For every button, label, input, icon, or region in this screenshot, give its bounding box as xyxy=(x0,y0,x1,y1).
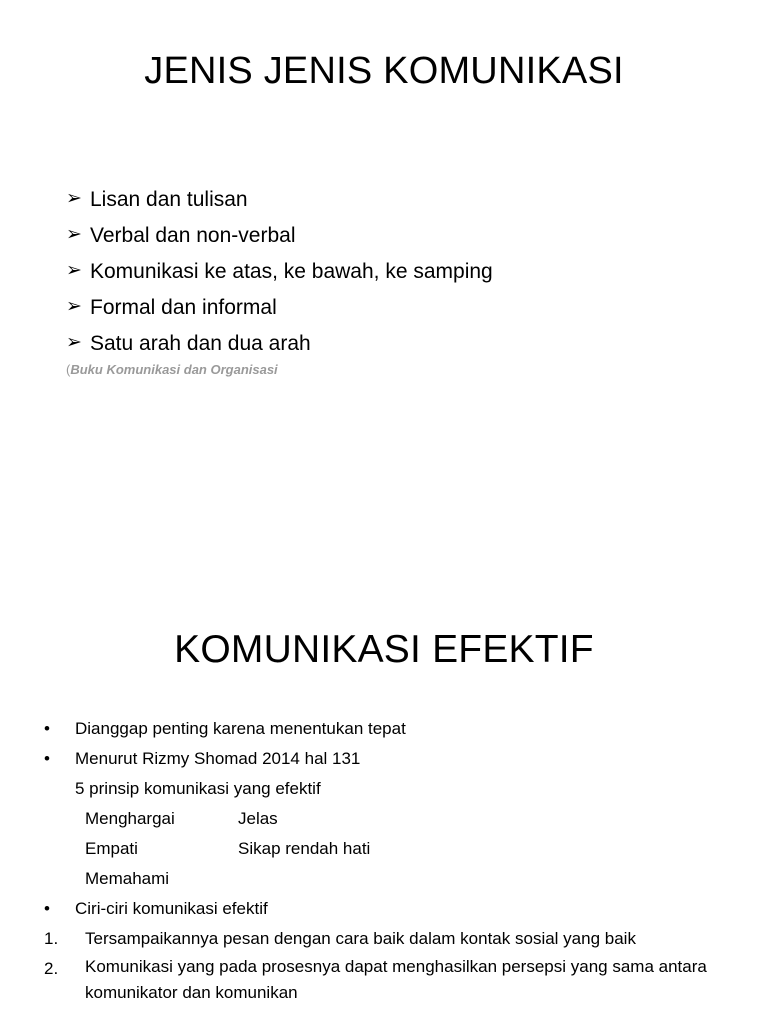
numbered-text: Komunikasi yang pada prosesnya dapat menghasilkan persepsi yang sama antara komunikator dan komunikan xyxy=(85,957,707,1002)
arrowhead-bullet-icon: ➢ xyxy=(66,332,82,353)
principle-item: Menghargai xyxy=(85,809,175,828)
arrowhead-bullet-icon: ➢ xyxy=(66,224,82,245)
types-list xyxy=(66,186,493,366)
list-item-text: Satu arah dan dua arah xyxy=(90,332,311,355)
source-note xyxy=(66,362,278,377)
principles-row xyxy=(0,864,768,894)
principle-item: Sikap rendah hati xyxy=(238,839,371,858)
bullet-text: Menurut Rizmy Shomad 2014 hal 131 xyxy=(75,749,361,768)
arrowhead-bullet-icon: ➢ xyxy=(66,188,82,209)
list-item-text: Lisan dan tulisan xyxy=(90,188,248,211)
bullet-row xyxy=(0,894,768,924)
bullet-row xyxy=(0,744,768,774)
list-item xyxy=(66,294,493,330)
list-item xyxy=(66,330,493,366)
list-item-text: Komunikasi ke atas, ke bawah, ke samping xyxy=(90,260,493,283)
list-number: 2. xyxy=(44,959,59,978)
slide-title: KOMUNIKASI EFEKTIF xyxy=(174,628,594,671)
slide-body xyxy=(0,714,768,1010)
principle-item: Memahami xyxy=(85,869,170,888)
principles-heading-row xyxy=(0,774,768,804)
bullet-text: Dianggap penting karena menentukan tepat xyxy=(75,719,406,738)
source-paren: ( xyxy=(66,362,71,377)
list-item-text: Verbal dan non-verbal xyxy=(90,224,296,247)
bullet-dot-icon: • xyxy=(44,899,50,918)
arrowhead-bullet-icon: ➢ xyxy=(66,260,82,281)
bullet-dot-icon: • xyxy=(44,719,50,738)
list-number: 1. xyxy=(44,929,59,948)
slide-title: JENIS JENIS KOMUNIKASI xyxy=(144,50,624,92)
principle-item: Empati xyxy=(85,839,138,858)
bullet-text: Ciri-ciri komunikasi efektif xyxy=(75,899,268,918)
source-text: Buku Komunikasi dan Organisasi xyxy=(70,362,278,377)
principle-item: Jelas xyxy=(238,809,278,828)
bullet-row xyxy=(0,714,768,744)
principles-row xyxy=(0,834,768,864)
numbered-row xyxy=(0,924,768,954)
list-item-text: Formal dan informal xyxy=(90,296,277,319)
numbered-row xyxy=(0,954,768,1010)
numbered-text: Tersampaikannya pesan dengan cara baik dalam kontak sosial yang baik xyxy=(85,929,636,948)
principles-row xyxy=(0,804,768,834)
list-item xyxy=(66,186,493,222)
slide-komunikasi-efektif xyxy=(0,512,768,1024)
bullet-dot-icon: • xyxy=(44,749,50,768)
list-item xyxy=(66,222,493,258)
principles-heading: 5 prinsip komunikasi yang efektif xyxy=(75,779,321,798)
arrowhead-bullet-icon: ➢ xyxy=(66,296,82,317)
list-item xyxy=(66,258,493,294)
